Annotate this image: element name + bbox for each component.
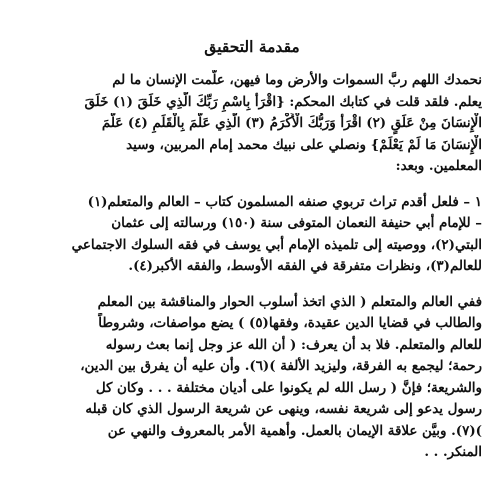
- text-line: يعلم. فلقد قلت في كتابك المحكم: {اقْرَأْ بِاسْمِ رَبِّكَ الَّذِي خَلَقَ (١) خَلَقَ: [84, 93, 482, 110]
- text-line: البتي(٢)، ووصيته إلى تلميذه الإمام أبي يوسف في فقه السلوك الاجتماعي: [71, 236, 482, 253]
- text-line: والطالب في قضايا الدين عقيدة، وفقها(٥) ) يضع مواصفات، وشروطاً: [98, 315, 482, 331]
- text-line: للعالم(٣)، ونظرات متفرقة في الفقه الأوسط، والفقه الأكبر(٤).: [128, 258, 482, 274]
- page-title: مقدمة التحقيق: [204, 37, 300, 56]
- paragraph-heritage: [22, 192, 482, 278]
- text-line: )(٧). وبيَّن علاقة الإيمان بالعمل. وأهمية الأمر بالمعروف والنهي عن: [107, 422, 482, 439]
- text-line: الْإِنسَانَ مِنْ عَلَقٍ (٢) اقْرَأْ وَرَبُّكَ الْأَكْرَمُ (٣) الَّذِي عَلَّمَ بِالْقَلَمِ (٤) عَلَّمَ: [101, 115, 482, 131]
- text-line: رحمة؛ ليجمع به الفرقة، وليزيد الألفة )(٦). وأن عليه أن يفرق بين الدين،: [80, 358, 482, 374]
- text-line: الْإِنسَانَ مَا لَمْ يَعْلَمْ} ونصلي على نبيك محمد إمام المربين، وسيد: [126, 136, 482, 153]
- document-page: [22, 36, 482, 478]
- text-line: المعلمين. وبعد:: [395, 158, 482, 174]
- text-line: رسول يدعو إلى شريعة نفسه، وينهى عن شريعة الرسول الذي كان قبله: [85, 401, 482, 417]
- text-line: ففي العالم والمتعلم ( الذي اتخذ أسلوب الحوار والمناقشة بين المعلم: [97, 293, 482, 310]
- text-line: والشريعة؛ فإنَّ ( رسل الله لم يكونوا على أديان مختلفة . . . وكان كل: [95, 379, 482, 396]
- text-line: للعالم والمتعلم. فلا بد أن يعرف: ( أن الله عز وجل إنما بعث رسوله: [105, 336, 482, 353]
- text-line: – للإمام أبي حنيفة النعمان المتوفى سنة (١٥٠) ورسالته إلى عثمان: [111, 215, 482, 231]
- text-line: المنكر. . .: [424, 444, 482, 460]
- text-line: نحمدك اللهم ربَّ السموات والأرض وما فيهن، علَّمت الإنسان ما لم: [112, 72, 482, 88]
- paragraph-intro: [22, 70, 482, 178]
- paragraph-scholar-learner: [22, 292, 482, 464]
- text-line: ١ – فلعل أقدم تراث تربوي صنفه المسلمون كتاب – العالم والمتعلم(١): [87, 193, 482, 210]
